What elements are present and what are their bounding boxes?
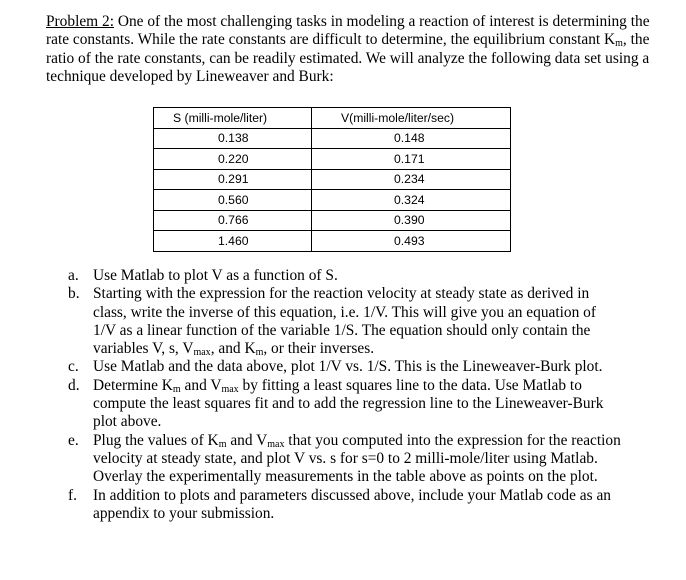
task-item-a xyxy=(46,267,621,285)
cell-s: 0.138 xyxy=(154,128,312,149)
task-text: Starting with the expression for the reaction velocity at steady state as derived in class, write the inverse of this equation, i.e. 1/V. This will give you an equation of 1/V as a linear function of the variable 1/S. The equation should only contain the variables V, s, V xyxy=(93,285,596,358)
task-item-b xyxy=(46,285,621,358)
task-text: and V xyxy=(180,376,222,394)
task-text: Use Matlab and the data above, plot 1/V vs. 1/S. This is the Lineweaver-Burk plot. xyxy=(93,358,603,376)
task-item-c xyxy=(46,358,621,376)
cell-v: 0.234 xyxy=(312,169,511,190)
cell-v: 0.324 xyxy=(312,190,511,211)
cell-s: 1.460 xyxy=(154,231,312,252)
task-marker: d. xyxy=(68,376,80,394)
task-marker: e. xyxy=(68,431,79,449)
table-row xyxy=(154,231,511,252)
task-subscript: m xyxy=(255,347,264,359)
task-text: by fitting a least squares line to the data. Use Matlab to compute the least squares fit and to add the regression line to the Lineweaver-Burk plot above. xyxy=(93,376,604,431)
table-row xyxy=(154,128,511,149)
task-marker: b. xyxy=(68,285,80,303)
problem-label: Problem 2: xyxy=(46,13,114,30)
column-header-v: V(milli-mole/liter/sec) xyxy=(312,108,511,129)
task-subscript: m xyxy=(172,383,181,395)
task-subscript: max xyxy=(193,347,211,359)
column-header-s: S (milli-mole/liter) xyxy=(154,108,312,129)
table-row xyxy=(154,210,511,231)
cell-v: 0.493 xyxy=(312,231,511,252)
task-text: , or their inverses. xyxy=(263,340,375,358)
table-row xyxy=(154,169,511,190)
problem-statement xyxy=(46,13,666,87)
table-row xyxy=(154,190,511,211)
task-item-d xyxy=(46,377,621,432)
task-text: Plug the values of K xyxy=(93,431,219,449)
cell-v: 0.390 xyxy=(312,210,511,231)
cell-s: 0.291 xyxy=(154,169,312,190)
task-subscript: m xyxy=(218,438,227,450)
cell-v: 0.171 xyxy=(312,149,511,170)
task-text: In addition to plots and parameters discussed above, include your Matlab code as an appendix to your submission. xyxy=(93,486,612,522)
cell-s: 0.220 xyxy=(154,149,312,170)
task-text: and V xyxy=(226,431,268,449)
task-marker: c. xyxy=(68,358,79,376)
task-text: Use Matlab to plot V as a function of S. xyxy=(93,267,338,284)
table-row xyxy=(154,149,511,170)
task-marker: a. xyxy=(68,267,79,284)
task-text: Determine K xyxy=(93,376,173,394)
task-list xyxy=(46,267,621,523)
task-subscript: max xyxy=(221,383,239,395)
intro-text-cont: , the ratio of the rate constants, can be readily estimated. We will analyze the following data set using a technique developed by Lineweaver and Burk: xyxy=(46,31,650,86)
task-text: that you computed into the expression for the reaction velocity at steady state, and plot V vs. s for s=0 to 2 milli-mole/liter using Matlab. Overlay the experimentally measurements in the table above as points on the plot. xyxy=(93,431,621,486)
table-header-row xyxy=(154,108,511,129)
task-marker: f. xyxy=(68,486,77,504)
task-item-e xyxy=(46,432,621,487)
cell-s: 0.766 xyxy=(154,210,312,231)
intro-text: One of the most challenging tasks in modeling a reaction of interest is determining the rate constants. While the rate constants are difficult to determine, the equilibrium constant K xyxy=(46,13,650,49)
cell-v: 0.148 xyxy=(312,128,511,149)
task-text: , and K xyxy=(210,340,256,358)
cell-s: 0.560 xyxy=(154,190,312,211)
task-subscript: max xyxy=(267,438,285,450)
data-table xyxy=(153,107,511,252)
intro-subscript: m xyxy=(615,38,623,50)
task-item-f xyxy=(46,487,621,524)
